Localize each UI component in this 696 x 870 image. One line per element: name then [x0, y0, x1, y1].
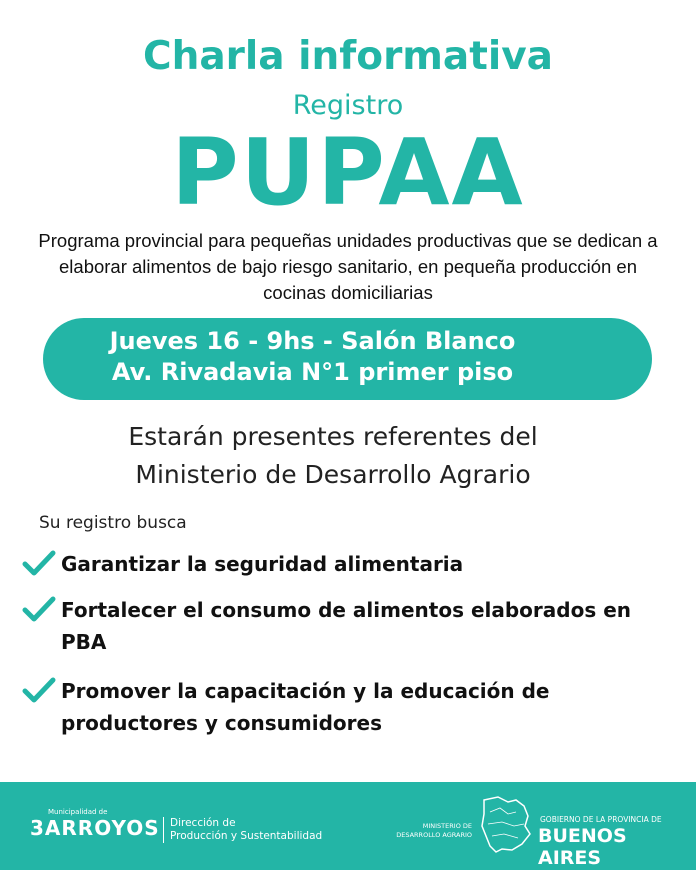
goal-text: Promover la capacitación y la educación de productores y consumidores [61, 679, 550, 735]
goals-label: Su registro busca [39, 513, 187, 533]
government-small-label: GOBIERNO DE LA PROVINCIA DE [540, 815, 662, 824]
ministry-name [380, 822, 472, 840]
footer-bar [0, 782, 696, 870]
municipality-small-label: Municipalidad de [48, 808, 108, 816]
ministry-line-2: DESARROLLO AGRARIO [396, 831, 472, 839]
page-subtitle: Registro [292, 90, 404, 121]
event-banner [43, 318, 652, 400]
presenters-note [0, 418, 696, 494]
goal-item [22, 594, 672, 658]
direction-line-1: Dirección de [170, 817, 236, 829]
goal-item [22, 548, 672, 580]
check-icon [22, 676, 56, 704]
goal-item [22, 675, 672, 739]
footer-divider [163, 817, 164, 843]
municipality-logo-text: 3ARROYOS [30, 816, 160, 840]
check-icon [22, 549, 56, 577]
check-icon [22, 595, 56, 623]
ministry-line-1: MINISTERIO DE [422, 822, 472, 830]
direction-line-2: Producción y Sustentabilidad [170, 830, 323, 842]
page-title: Charla informativa [142, 34, 554, 79]
goal-text: Garantizar la seguridad alimentaria [61, 552, 464, 576]
presenters-line-2: Ministerio de Desarrollo Agrario [135, 460, 531, 489]
event-address: Av. Rivadavia N°1 primer piso [111, 358, 514, 386]
government-name: BUENOS AIRES [538, 825, 627, 869]
event-date-time-place: Jueves 16 - 9hs - Salón Blanco [109, 327, 516, 355]
goal-text: Fortalecer el consumo de alimentos elaborados en PBA [61, 598, 631, 654]
program-acronym: PUPAA [171, 119, 525, 226]
presenters-line-1: Estarán presentes referentes del [128, 422, 538, 451]
direction-name [170, 817, 322, 843]
province-map-icon [478, 794, 533, 854]
program-description: Programa provincial para pequeñas unidades productivas que se dedican a elaborar alimentos de bajo riesgo sanitario, en pequeña producción en cocinas domiciliarias [38, 230, 658, 303]
